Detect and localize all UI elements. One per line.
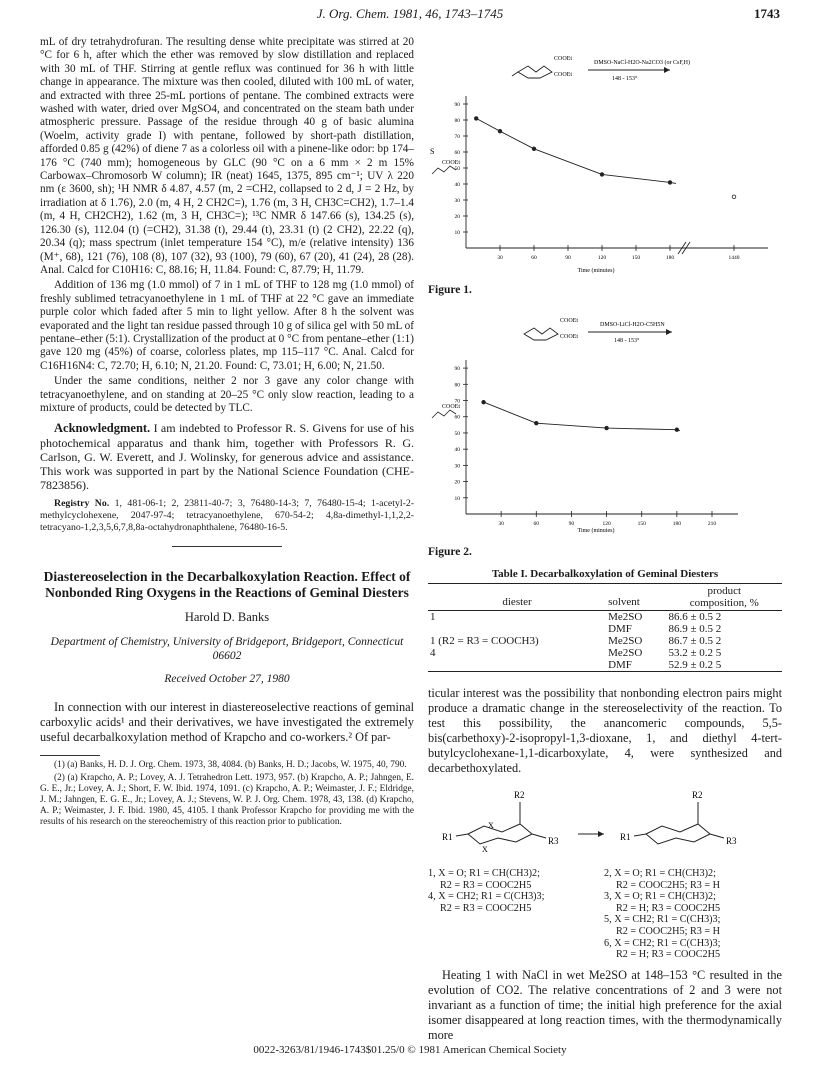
equatorial-bond (710, 834, 724, 838)
x-ticks (498, 511, 716, 527)
label-r3: R3 (726, 836, 737, 847)
table-cell-product: 53.2 ± 0.2 5 (668, 647, 722, 660)
ylabel-cooet: COOEt (442, 403, 460, 410)
reagent-label: DMSO-LiCl-H2O-C5H5N (600, 321, 665, 328)
data-point (600, 173, 604, 177)
experimental-paragraph-2: Addition of 136 mg (1.0 mmol) of 7 in 1 mL of THF to 128 mg (1.0 mmol) of freshly sublimed tetracyanoethylene in 1 mL of THF at 22 °C gave an immediate purple color which faded after 5 min to light yellow. After 8 h the solvent was evaporated and the light tan residue passed through 10 g of silica gel with 50 mL of pentane–ether (5:1). Crystallization of the product at 0 °C from pentane–ether (1:1) gave 120 mg (45%) of coarse, colorless plates, mp 115–117 °C. Anal. Calcd for C16H16N4: C, 72.70; H, 6.10; N, 21.20. Found: C, 73.01; H, 6.00; N, 21.50. (40, 279, 414, 372)
table-cell-solvent: Me2SO (608, 611, 643, 624)
reaction-scheme (512, 56, 690, 82)
cpd-line: R2 = H; R3 = COOC2H5 (616, 949, 721, 961)
cpd-line: 3, X = O; R1 = CH(CH3)2; (604, 891, 716, 903)
introduction-paragraph: In connection with our interest in diastereoselective reactions of geminal carboxylic acids¹ and their derivatives, we have investigated the extremely useful decarbalkoxylation method of Krapcho and co-workers.² Of par- (40, 700, 414, 745)
equatorial-bond (532, 834, 546, 838)
footnote-rule (40, 755, 100, 756)
label-r3: R3 (548, 836, 559, 847)
cpd-line: 1, X = O; R1 = CH(CH3)2; (428, 868, 540, 880)
ylabel-s: S (430, 147, 435, 156)
x-tick-label: 120 (602, 520, 611, 527)
dioxane-ring-icon (468, 824, 532, 844)
struct-label-top: COOEt (560, 317, 578, 324)
y-tick-label: 20 (454, 214, 460, 220)
x-tick-label: 30 (498, 520, 504, 527)
figure-2-plot (428, 306, 782, 538)
footnote-2: (2) (a) Krapcho, A. P.; Lovey, A. J. Tetrahedron Lett. 1973, 957. (b) Krapcho, A. P.; Jahngen, E. G. E., Jr.; Lovey, A. J.; Short, F. W. Ibid. 1974, 1091. (c) Krapcho, A. P.; Weimaster, J. F.; Eldridge, J. M.; Jahngen, E. G. E., Jr.; Lovey, A. J.; Stevens, W. P. J. Org. Chem. 1978, 43, 138. (d) Krapcho, A. P.; Weimaster, J. F. Ibid. 1980, 45, 4105. I thank Professor Krapcho for providing me with the results of his research on the stereochemistry of this reaction prior to publication. (40, 773, 414, 828)
y-tick-label: 80 (454, 382, 460, 389)
experimental-paragraph-3: Under the same conditions, neither 2 nor 3 gave any color change with tetracyanoethylene, and on standing at 20–25 °C only slow reaction, leading to a mixture of products, could be detected by TLC. (40, 375, 414, 414)
data-point (534, 421, 538, 425)
x-tick-label: 60 (531, 255, 537, 261)
temperature-label: 148 - 153° (614, 337, 640, 344)
x-tick-label: 90 (565, 255, 571, 261)
products-list (604, 868, 782, 961)
reaction-arrowhead (664, 67, 670, 73)
axial-ester-structure-icon (432, 166, 456, 174)
data-points (474, 117, 735, 199)
table-cell-solvent: DMF (608, 623, 632, 636)
registry-numbers (40, 498, 414, 534)
y-tick-label: 60 (454, 414, 460, 421)
reaction-arrowhead (666, 329, 672, 335)
acknowledgment-title: Acknowledgment. (54, 421, 151, 436)
diester-structure-icon (524, 328, 558, 340)
article-separator (172, 546, 282, 547)
y-tick-label: 60 (454, 150, 460, 156)
label-x-bottom: X (482, 845, 488, 855)
x-tick-label: 1440 (728, 255, 740, 261)
r1-bond (634, 834, 646, 836)
x-tick-label: 150 (631, 255, 641, 261)
label-r1: R1 (620, 832, 631, 843)
registry-text: 1, 481-06-1; 2, 23811-40-7; 3, 76480-14-3; 7, 76480-15-4; 1-acetyl-2-methylcyclohexene, 2047-97-4; tetracyanoethylene, 670-54-2; 4,8a-dimethyl-1,1,2,2-tetracyano-1,2,3,5,6,7,8,8a-octahydronaphthalene, 76480-16-5. (40, 498, 414, 534)
starting-materials-list (428, 868, 598, 914)
label-x-top: X (488, 821, 494, 831)
y-tick-label: 90 (454, 102, 460, 108)
ylabel-cooet: COOEt (442, 160, 460, 166)
col-product-line-2: composition, % (689, 597, 759, 610)
y-tick-label: 20 (454, 479, 460, 486)
cpd-line: R2 = R3 = COOC2H5 (440, 879, 532, 891)
cpd-line: R2 = COOC2H5; R3 = H (616, 926, 721, 937)
acknowledgment (40, 421, 414, 492)
author-affiliation: Department of Chemistry, University of Bridgeport, Bridgeport, Connecticut 06602 (50, 635, 404, 662)
ring-structures (428, 782, 782, 868)
cpd-line: 2, X = O; R1 = CH(CH3)2; (604, 868, 716, 880)
table-row (428, 623, 782, 635)
axial-ester-structure-icon (432, 410, 456, 418)
compound-scheme (428, 778, 782, 968)
data-point (498, 129, 502, 133)
figure-2-caption: Figure 2. (428, 546, 472, 559)
cpd-line: 4, X = CH2; R1 = C(CH3)3; (428, 891, 545, 903)
table-cell-product: 86.7 ± 0.5 2 (668, 635, 722, 648)
table-cell-product: 52.9 ± 0.2 5 (667, 659, 783, 672)
cpd-line: 5, X = CH2; R1 = C(CH3)3; (604, 914, 721, 926)
x-tick-label: 120 (597, 255, 607, 261)
data-point (668, 181, 672, 185)
running-header (40, 6, 780, 26)
y-tick-label: 50 (454, 430, 460, 437)
x-tick-label: 180 (672, 520, 681, 527)
y-tick-label: 30 (454, 463, 460, 470)
y-tick-label: 40 (454, 446, 460, 453)
table-row (428, 635, 782, 647)
figure-1-caption: Figure 1. (428, 284, 472, 297)
data-points (482, 400, 679, 431)
experimental-paragraph-1: mL of dry tetrahydrofuran. The resulting dense white precipitate was stirred at 20 °C for 6 h, after which the ether was removed by slow distillation and replaced with 30 mL of THF. Stirring at gentle reflux was continued for 36 h with little change in appearance. The mixture was then cooled, diluted with 100 mL of water, and extracted with three 25-mL portions of pentane. The combined extracts were washed with water, dried over MgSO4, and concentrated on the steam bath under atmospheric pressure. Passage of the residue through 40 g of basic alumina (Woelm, activity grade I) with pentane, followed by short-path distillation, afforded 0.85 g (42%) of diene 7 as a colorless oil with a pinene-like odor: bp 174–176 °C (740 mm); homogeneous by GLC (90 °C on a 6 mm × 2 m 15% Carbowax–Chromosorb W column); IR (neat) 1645, 1375, 895 cm⁻¹; UV λ 220 nm (ε 3600, sh); ¹H NMR δ 4.87, 4.57 (m, 2 =CH2, collapsed to 2 d, J = 2 Hz, by irradiation at δ 1.76), 2.0 (m, 4 H, 2 CH2C=), 1.76 (m, 3 H, CH3C=CH2), 1.7–1.4 (m, 4 H, CH2CH2), 1.62 (m, 3 H, CH3C=); ¹³C NMR δ 147.66 (s), 134.25 (s), 126.30 (s), 112.04 (t) (=CH2), 31.38 (t), 29.44 (t), 23.31 (t) (2 CH2), 22.22 (q), 20.34 (q); mass spectrum (inlet temperature 154 °C), m/e (relative intensity) 136 (M⁺, 68), 121 (76), 108 (8), 107 (32), 93 (100), 79 (60), 67 (20), 41 (24), 28 (28). Anal. Calcd for C10H16: C, 88.16; H, 11.84. Found: C, 87.79; H, 11.79. (40, 36, 414, 276)
figure-1 (428, 36, 782, 298)
data-point (675, 428, 679, 432)
col-solvent: solvent (606, 584, 666, 611)
reaction-scheme (524, 318, 672, 344)
figure-2 (428, 306, 782, 560)
discussion-paragraph-1: ticular interest was the possibility that nonbonding electron pairs might produce a dramatic change in the stereoselectivity of the reaction. To test this possibility, the anancomeric compounds, 5,5-bis(carbethoxy)-2-isopropyl-1,3-dioxane, 1, and diethyl 4-tert-butylcyclohexane-1,1-dicarboxylate, 4, were synthesized and decarbethoxylated. (428, 686, 782, 776)
x-tick-label: 210 (707, 520, 717, 527)
conversion-arrowhead (598, 831, 604, 837)
article-title: Diastereoselection in the Decarbalkoxylation Reaction. Effect of Nonbonded Ring Oxygens in the Reactions of Geminal Diesters (43, 569, 411, 601)
data-point (474, 117, 478, 121)
data-point (605, 426, 609, 430)
label-r2: R2 (514, 790, 525, 801)
temperature-label: 148 - 153° (612, 76, 638, 82)
table-row (428, 647, 782, 659)
data-point (732, 195, 736, 199)
decay-curve (476, 118, 676, 183)
product-ring-icon (646, 824, 710, 844)
registry-title: Registry No. (54, 498, 110, 510)
reagent-label: DMSO-NaCl-H2O-Na2CO3 (or CsF,H) (594, 60, 691, 66)
r1-bond (456, 834, 468, 836)
cpd-line: R2 = COOC2H5; R3 = H (616, 879, 721, 891)
journal-citation: J. Org. Chem. 1981, 46, 1743–1745 (316, 6, 504, 21)
table-header-row (428, 584, 782, 611)
col-product (667, 584, 783, 611)
isopropyl-bond (512, 72, 518, 76)
x-tick-label: 150 (637, 520, 646, 527)
struct-label-bottom: COOEt (560, 333, 578, 340)
col-diester: diester (428, 584, 606, 611)
page-number: 1743 (754, 6, 780, 21)
x-axis-label: Time (minutes) (577, 527, 615, 534)
struct-label-bottom: COOEt (554, 72, 572, 78)
y-tick-label: 40 (454, 182, 460, 188)
table-cell-diester (428, 623, 606, 635)
diester-structure-icon (518, 66, 552, 78)
x-tick-label: 60 (533, 520, 540, 527)
table-cell-diester: 1 (R2 = R3 = COOCH3) (430, 635, 539, 648)
y-tick-label: 80 (454, 118, 460, 124)
data-point (532, 147, 536, 151)
cpd-line: R2 = H; R3 = COOC2H5 (616, 902, 721, 914)
figure-1-plot (428, 36, 782, 276)
y-tick-label: 70 (454, 398, 460, 405)
left-column (40, 36, 414, 830)
y-tick-label: 30 (454, 198, 460, 204)
label-r2: R2 (692, 790, 703, 801)
table-1-title: Table I. Decarbalkoxylation of Geminal Diesters (491, 567, 719, 580)
cpd-line: R2 = R3 = COOC2H5 (440, 902, 532, 914)
cpd-line: 6, X = CH2; R1 = C(CH3)3; (604, 937, 721, 949)
y-tick-label: 90 (454, 365, 460, 372)
x-ticks (497, 245, 740, 261)
data-point (482, 400, 486, 404)
received-date: Received October 27, 1980 (164, 672, 290, 685)
decay-curve (484, 402, 680, 431)
table-cell-product: 86.6 ± 0.5 2 (668, 611, 722, 624)
table-1 (428, 583, 782, 672)
table-cell-product: 86.9 ± 0.5 2 (668, 623, 722, 636)
page-footer: 0022-3263/81/1946-1743$01.25/0 © 1981 American Chemical Society (253, 1044, 567, 1056)
x-tick-label: 30 (497, 255, 503, 261)
y-tick-label: 70 (454, 134, 460, 140)
table-cell-diester (428, 659, 606, 672)
col-product-line-1: product (707, 585, 742, 598)
struct-label-top: COOEt (554, 56, 572, 62)
table-row (428, 611, 782, 624)
y-tick-label: 10 (454, 230, 460, 236)
table-cell-solvent: DMF (606, 659, 666, 672)
y-tick-label: 10 (454, 495, 460, 502)
x-tick-label: 180 (665, 255, 675, 261)
table-cell-solvent: Me2SO (608, 647, 643, 660)
label-r1: R1 (442, 832, 453, 843)
table-row (428, 659, 782, 672)
table-cell-solvent: Me2SO (608, 635, 643, 648)
discussion-paragraph-2: Heating 1 with NaCl in wet Me2SO at 148–153 °C resulted in the evolution of CO2. The relative concentrations of 2 and 3 were not invariant as a function of time; the initial high preference for the axial isomer disappeared at long reaction times, with the thermodynamically more (428, 968, 782, 1043)
y-tick-label: 50 (454, 166, 460, 172)
acknowledgment-text: I am indebted to Professor R. S. Givens for use of his photochemical apparatus and thank him, together with Professors R. G. Carlson, G. W. Everett, and J. Wolinsky, for generous advice and assistance. This work was supported in part by the National Science Foundation (CHE-7823856). (40, 421, 414, 493)
article-author: Harold D. Banks (184, 610, 270, 625)
footnote-1: (1) (a) Banks, H. D. J. Org. Chem. 1973, 38, 4084. (b) Banks, H. D.; Jacobs, W. 1975, 40, 790. (54, 760, 407, 771)
table-cell-diester: 1 (430, 611, 436, 624)
x-tick-label: 90 (568, 520, 575, 527)
right-column (428, 36, 782, 1045)
table-cell-diester: 4 (430, 647, 436, 660)
x-axis-label: Time (minutes) (577, 268, 615, 274)
